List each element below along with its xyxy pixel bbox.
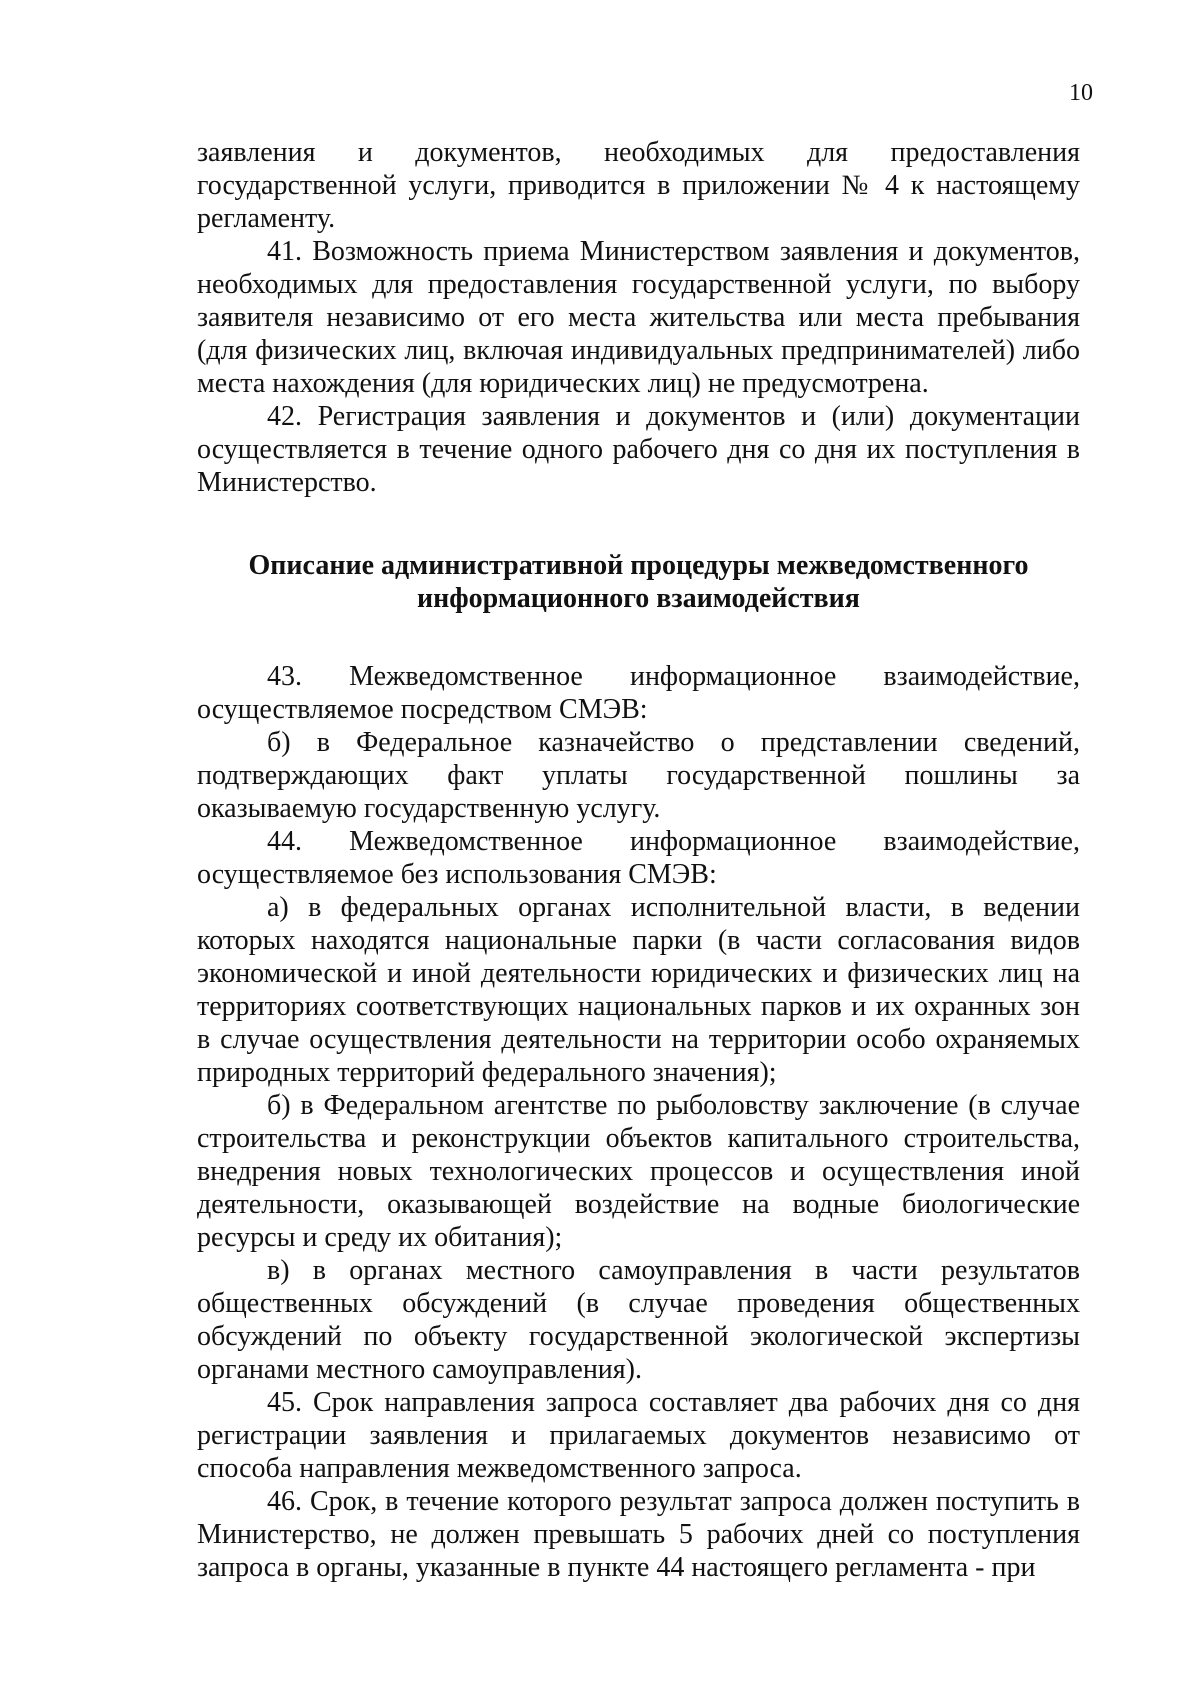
paragraph-45: 45. Срок направления запроса составляет два рабочих дня со дня регистрации заявления и прилагаемых документов независимо от способа направления межведомственного запроса. bbox=[197, 1387, 1080, 1484]
section-heading-line-1: Описание административной процедуры межведомственного bbox=[248, 550, 1029, 581]
section-heading-line-2: информационного взаимодействия bbox=[417, 583, 860, 614]
paragraph-44-a: а) в федеральных органах исполнительной власти, в ведении которых находятся национальные парки (в части согласования видов экономической и иной деятельности юридических и физических лиц на территориях соответствующих национальных парков и их охранных зон в случае осуществления деятельности на территории особо охраняемых природных территорий федерального значения); bbox=[197, 892, 1080, 1088]
paragraph-43-b: б) в Федеральное казначейство о представлении сведений, подтверждающих факт уплаты государственной пошлины за оказываемую государственную услугу. bbox=[197, 727, 1080, 824]
page-number: 10 bbox=[1069, 80, 1093, 106]
paragraph-41: 41. Возможность приема Министерством заявления и документов, необходимых для предоставления государственной услуги, по выбору заявителя независимо от его места жительства или места пребывания (для физических лиц, включая индивидуальных предпринимателей) либо места нахождения (для юридических лиц) не предусмотрена. bbox=[197, 236, 1080, 399]
paragraph-44-v: в) в органах местного самоуправления в части результатов общественных обсуждений (в случае проведения общественных обсуждений по объекту государственной экологической экспертизы органами местного самоуправления). bbox=[197, 1255, 1080, 1385]
paragraph-43: 43. Межведомственное информационное взаимодействие, осуществляемое посредством СМЭВ: bbox=[197, 661, 1080, 725]
paragraph-46: 46. Срок, в течение которого результат запроса должен поступить в Министерство, не должен превышать 5 рабочих дней со поступления запроса в органы, указанные в пункте 44 настоящего регламента - при bbox=[197, 1486, 1080, 1583]
document-body bbox=[197, 136, 1080, 1584]
section-heading bbox=[197, 549, 1080, 615]
paragraph-44-b: б) в Федеральном агентстве по рыболовству заключение (в случае строительства и реконструкции объектов капитального строительства, внедрения новых технологических процессов и осуществления иной деятельности, оказывающей воздействие на водные биологические ресурсы и среду их обитания); bbox=[197, 1090, 1080, 1253]
paragraph-continuation: заявления и документов, необходимых для предоставления государственной услуги, приводится в приложении № 4 к настоящему регламенту. bbox=[197, 137, 1080, 234]
paragraph-44: 44. Межведомственное информационное взаимодействие, осуществляемое без использования СМЭВ: bbox=[197, 826, 1080, 890]
paragraph-42: 42. Регистрация заявления и документов и (или) документации осуществляется в течение одного рабочего дня со дня их поступления в Министерство. bbox=[197, 401, 1080, 498]
section-body bbox=[197, 660, 1080, 1584]
